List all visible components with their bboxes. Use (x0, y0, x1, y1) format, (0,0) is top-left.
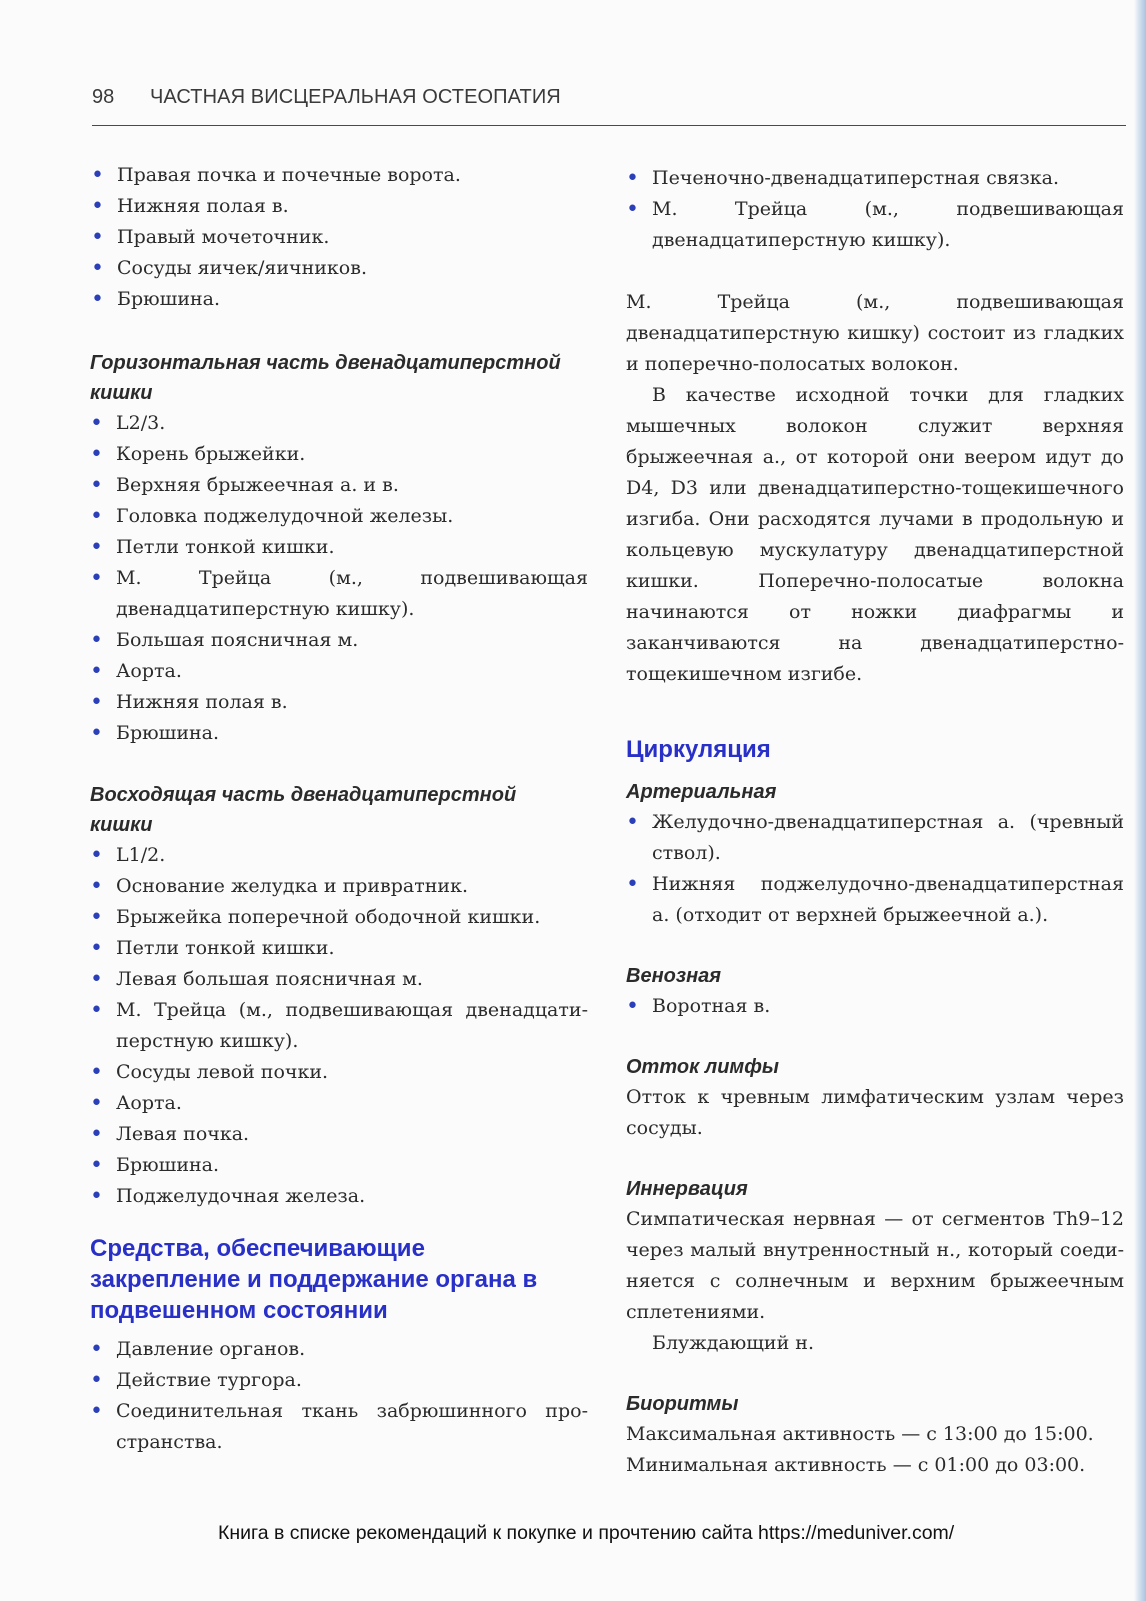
list-item: • Правый мочеточник. (91, 222, 588, 253)
running-header (92, 86, 1124, 109)
list-item: • Соединительная ткань забрюшинного пространства. (90, 1396, 588, 1458)
list-item: • Основание желудка и привратник. (90, 871, 588, 902)
list-item: • Левая большая поясничная м. (90, 964, 588, 995)
list-item: • Аорта. (90, 656, 588, 687)
list-item: • М. Трейца (м., подвешивающая двенадцатиперстную кишку). (90, 995, 588, 1057)
upper-relations-list (626, 163, 1124, 256)
page-edge (1134, 0, 1146, 1601)
header-rule (92, 125, 1126, 126)
list-item: • Желудочно-двенадцатиперстная а. (чревный ствол). (626, 807, 1124, 869)
list-item: • Верхняя брыжеечная а. и в. (90, 470, 588, 501)
list-item: • Нижняя полая в. (91, 191, 588, 222)
fixation-heading: Средства, обеспечивающие закрепление и поддержание органа в подвешенном состоянии (90, 1235, 538, 1324)
vagus-text: Блуждающий н. (652, 1332, 814, 1354)
innervation-text: Симпатическая нервная — от сегментов Th9–12 через малый внутренностный н., который соединяется с солнечным и верхним брыжеечным сплетениями. (626, 1208, 1124, 1323)
list-item: • Брюшина. (90, 1150, 588, 1181)
fibers-paragraph: В качестве исходной точки для гладких мышечных волокон служит верхняя брыжеечная а., от которой они веером идут до D4, D3 или двенадцатиперстно-тощекишечного изгиба. Они расходятся лучами в продольную и кольцевую мускулатуру двенадцатиперстной кишки. Поперечно-полосатые волокна начинаются от ножки диафрагмы и заканчиваются на двенадцатиперстно-тощекишечном изгибе. (626, 384, 1124, 685)
list-item: • Брюшина. (91, 284, 588, 315)
organ-relations-list (91, 160, 588, 315)
arterial-heading: Артериальная (626, 781, 777, 803)
list-item: • Головка поджелудочной железы. (90, 501, 588, 532)
lymph-heading: Отток лимфы (626, 1056, 779, 1078)
list-item: • Печеночно-двенадцатиперстная связка. (626, 163, 1124, 194)
list-item: • Воротная в. (626, 991, 1124, 1022)
lymph-text: Отток к чревным лимфатическим узлам через сосуды. (626, 1086, 1124, 1139)
venous-list (626, 991, 1124, 1022)
list-item: • Брыжейка поперечной ободочной кишки. (90, 902, 588, 933)
fixation-list (90, 1334, 588, 1458)
list-item: • Поджелудочная железа. (90, 1181, 588, 1212)
list-item: • L1/2. (90, 840, 588, 871)
min-activity-text: Минимальная активность — с 01:00 до 03:00. (626, 1454, 1086, 1476)
treitz-paragraph: М. Трейца (м., подвешивающая двенадцатиперстную кишку) состоит из гладких и поперечно-полосатых волокон. (626, 291, 1124, 375)
list-item: • Правая почка и почечные ворота. (91, 160, 588, 191)
ascending-part-heading: Восходящая часть двенадцатиперстной кишки (90, 784, 517, 836)
list-item: • Аорта. (90, 1088, 588, 1119)
list-item: • Сосуды яичек/яичников. (91, 253, 588, 284)
ascending-part-list (90, 840, 588, 1212)
list-item: • Большая поясничная м. (90, 625, 588, 656)
list-item: • Давление органов. (90, 1334, 588, 1365)
max-activity-text: Максимальная активность — с 13:00 до 15:00. (626, 1423, 1094, 1445)
innervation-heading: Иннервация (626, 1178, 748, 1200)
list-item: • L2/3. (90, 408, 588, 439)
list-item: • Действие тургора. (90, 1365, 588, 1396)
horizontal-part-list (90, 408, 588, 749)
list-item: • Корень брыжейки. (90, 439, 588, 470)
list-item: • Петли тонкой кишки. (90, 933, 588, 964)
footer-notice: Книга в списке рекомендаций к покупке и прочтению сайта https://meduniver.com/ (218, 1522, 955, 1544)
list-item: • М. Трейца (м., подвешивающая двенадцатиперстную кишку). (626, 194, 1124, 256)
list-item: • Брюшина. (90, 718, 588, 749)
list-item: • Нижняя полая в. (90, 687, 588, 718)
list-item: • Нижняя поджелудочно-двенадцатиперстная а. (отходит от верхней брыжеечной а.). (626, 869, 1124, 931)
circulation-heading: Циркуляция (626, 736, 771, 763)
venous-heading: Венозная (626, 965, 722, 987)
list-item: • Петли тонкой кишки. (90, 532, 588, 563)
list-item: • Левая почка. (90, 1119, 588, 1150)
running-title: ЧАСТНАЯ ВИСЦЕРАЛЬНАЯ ОСТЕОПАТИЯ (150, 86, 561, 108)
left-column (90, 160, 588, 1458)
horizontal-part-heading: Горизонтальная часть двенадцатиперстной кишки (90, 352, 561, 404)
list-item: • М. Трейца (м., подвешивающая двенадцатиперстную кишку). (90, 563, 588, 625)
right-column (626, 163, 1124, 1481)
page-number: 98 (92, 86, 115, 108)
list-item: • Сосуды левой почки. (90, 1057, 588, 1088)
biorhythms-heading: Биоритмы (626, 1393, 739, 1415)
arterial-list (626, 807, 1124, 931)
